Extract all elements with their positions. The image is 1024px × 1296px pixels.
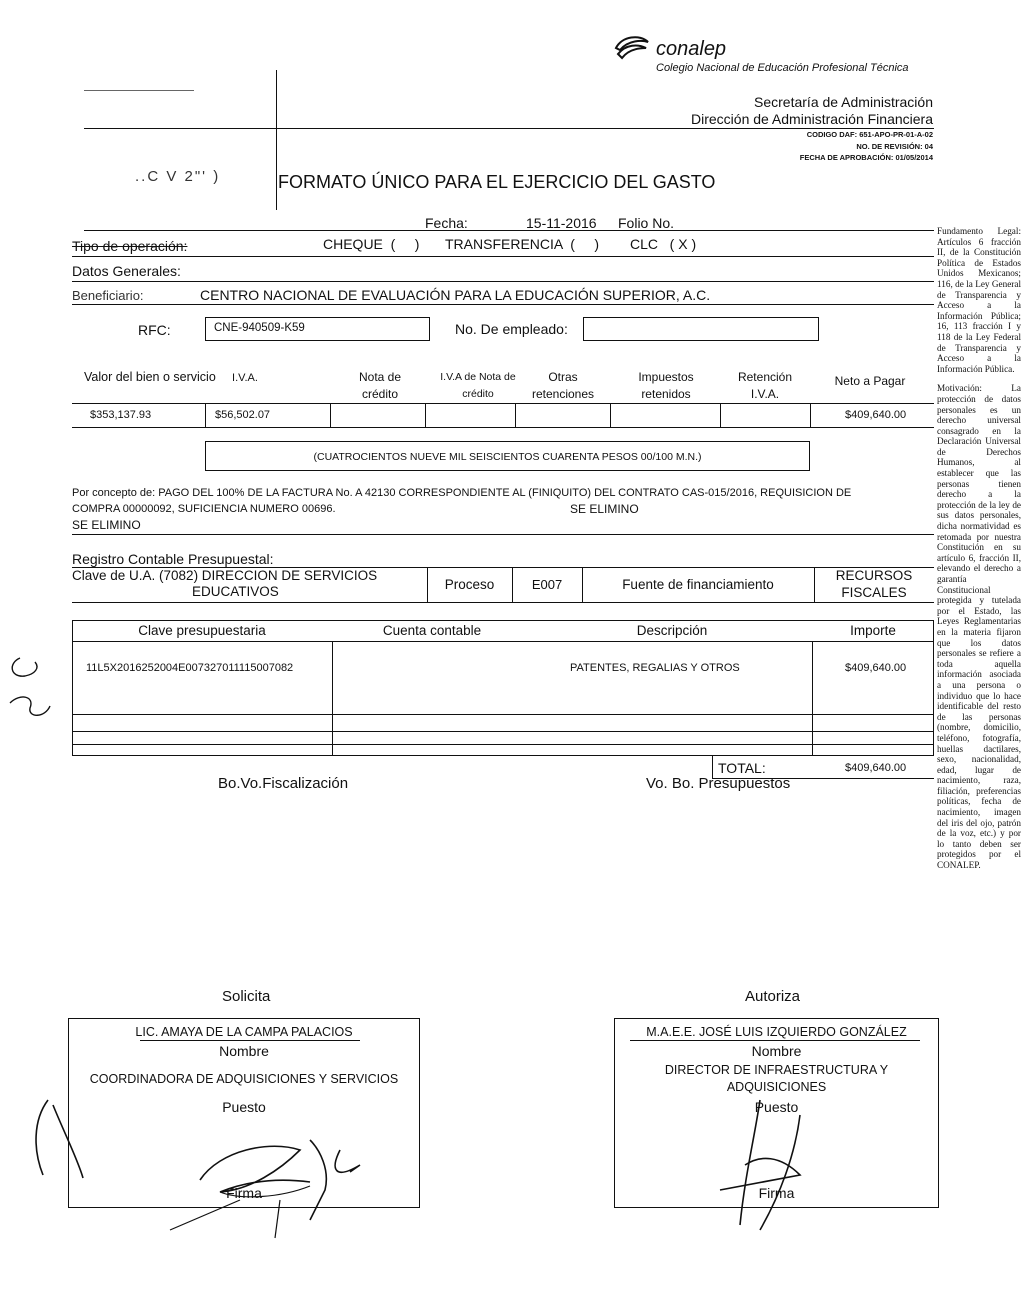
fecha-value: 15-11-2016	[526, 215, 597, 231]
margin-scribble-icon	[28, 1090, 88, 1180]
conalep-emblem-icon	[612, 34, 652, 60]
datos-rule	[72, 281, 934, 282]
vobo-presupuestos: Vo. Bo. Presupuestos	[646, 775, 791, 792]
table-col-3	[812, 641, 813, 756]
autoriza-name-label: Nombre	[751, 1043, 802, 1059]
amounts-col-4	[515, 403, 516, 427]
solicita-signature-icon	[160, 1120, 380, 1240]
fecha-rule	[84, 230, 934, 231]
hdr-neto: Neto a Pagar	[834, 374, 906, 388]
tipo-operacion-label: Tipo de operación:	[72, 238, 188, 254]
margin-initials-icon	[0, 648, 60, 728]
fuente-label: Fuente de financiamiento	[622, 577, 774, 592]
concepto-rule	[72, 534, 934, 535]
solicita-position: COORDINADORA DE ADQUISICIONES Y SERVICIOS	[89, 1072, 399, 1086]
proceso-label: Proceso	[444, 577, 495, 592]
beneficiario-label: Beneficiario:	[72, 288, 144, 303]
conalep-logo	[612, 34, 652, 60]
stamp-line-2	[84, 128, 274, 129]
empleado-label: No. De empleado:	[455, 321, 568, 337]
neto-amount: $409,640.00	[845, 409, 907, 421]
fundamento-legal: Fundamento Legal: Artículos 6 fracción II, de la Constitución Política de Estados Unidos Mexicanos; 116, de la Ley General de Transparencia y Acceso a la Información Pública; 16, 113 fracción I y 118 de la Ley Federal de Transparencia y Acceso a la Información Pública.	[937, 226, 1021, 374]
autoriza-position-2: ADQUISICIONES	[726, 1080, 827, 1094]
solicita-name-label: Nombre	[219, 1043, 269, 1059]
beneficiario-value: CENTRO NACIONAL DE EVALUACIÓN PARA LA EDUCACIÓN SUPERIOR, A.C.	[200, 287, 711, 303]
concepto-line-1	[72, 487, 851, 499]
autoriza-position-label: Puesto	[754, 1099, 799, 1115]
registro-bottom-rule	[72, 602, 934, 603]
autoriza-name: M.A.E.E. JOSÉ LUIS IZQUIERDO GONZÁLEZ	[646, 1025, 907, 1039]
table-col-1	[332, 641, 333, 756]
empleado-field[interactable]	[583, 317, 819, 341]
proceso-value: E007	[531, 577, 563, 592]
doc-code: CODIGO DAF: 651-APO-PR-01-A-02	[806, 130, 933, 139]
th-descripcion: Descripción	[636, 623, 708, 638]
folio-label: Folio No.	[618, 215, 675, 231]
th-importe: Importe	[850, 623, 896, 638]
amounts-bottom-rule	[72, 427, 934, 428]
clave-ua-2: EDUCATIVOS	[192, 584, 279, 599]
solicita-position-label: Puesto	[222, 1099, 266, 1115]
row-descripcion: PATENTES, REGALIAS Y OTROS	[570, 662, 740, 674]
logo-text: conalep	[656, 38, 727, 60]
hdr-valor: Valor del bien o servicio	[84, 370, 216, 384]
hdr-otras: Otras retenciones	[531, 370, 595, 401]
autoriza-heading: Autoriza	[745, 988, 801, 1005]
monto-letra-box	[205, 441, 810, 471]
solicita-firma-label: Firma	[226, 1185, 262, 1201]
se-elimino-2: SE ELIMINO	[72, 518, 141, 532]
autoriza-signature-icon	[700, 1095, 830, 1235]
amounts-top-rule	[72, 403, 934, 404]
fecha-label: Fecha:	[425, 215, 468, 231]
th-cuenta: Cuenta contable	[382, 623, 482, 638]
rfc-field[interactable]	[205, 317, 430, 341]
solicita-name-rule	[140, 1040, 360, 1041]
amounts-col-7	[810, 403, 811, 427]
datos-generales-label: Datos Generales:	[72, 263, 181, 279]
tipo-rule	[72, 256, 934, 257]
bovo-fiscalizacion: Bo.Vo.Fiscalización	[218, 775, 349, 792]
amounts-col-5	[610, 403, 611, 427]
concepto-text-2: COMPRA 00000092, SUFICIENCIA NUMERO 00696.	[72, 503, 336, 515]
hdr-impuestos: Impuestos retenidos	[638, 370, 694, 401]
doc-revision: NO. DE REVISIÓN: 04	[856, 142, 933, 151]
total-label: TOTAL:	[718, 760, 766, 776]
hdr-iva-nota: I.V.A de Nota de crédito	[440, 371, 516, 400]
doc-approval: FECHA DE APROBACIÓN: 01/05/2014	[799, 153, 933, 162]
autoriza-firma-label: Firma	[758, 1185, 795, 1201]
autoriza-position-1: DIRECTOR DE INFRAESTRUCTURA Y	[664, 1063, 889, 1077]
rfc-value: CNE-940509-K59	[214, 322, 305, 334]
amounts-col-6	[720, 403, 721, 427]
row-clave: 11L5X2016252004E007327011115007082	[86, 662, 294, 674]
se-elimino-1: SE ELIMINO	[570, 502, 639, 516]
hdr-iva: I.V.A.	[232, 372, 258, 384]
autoriza-name-rule	[630, 1040, 920, 1041]
amounts-col-1	[205, 403, 206, 427]
option-transferencia[interactable]: TRANSFERENCIA ( )	[445, 236, 600, 252]
option-clc[interactable]: CLC ( X )	[630, 236, 697, 252]
beneficiario-rule	[72, 304, 934, 305]
stamp-vertical	[276, 70, 277, 210]
option-cheque[interactable]: CHEQUE ( )	[323, 236, 420, 252]
iva-amount: $56,502.07	[215, 409, 271, 421]
monto-letra: (CUATROCIENTOS NUEVE MIL SEISCIENTOS CUARENTA PESOS 00/100 M.N.)	[313, 451, 702, 463]
row-importe: $409,640.00	[845, 662, 907, 674]
fuente-value-2: FISCALES	[841, 585, 907, 600]
row-rule-3	[72, 744, 934, 745]
hdr-retencion: Retención I.V.A.	[737, 370, 793, 401]
concepto-label: Por concepto de:	[72, 487, 156, 499]
dept-secretaria: Secretaría de Administración	[754, 94, 933, 110]
motivacion: Motivación: La protección de datos personales es un derecho universal consagrado en la Declaración Universal de Derechos Humanos, al establecer que las personas tienen derecho a la protección de la ley de sus datos personales, dicha normatividad es retomada por nuestra Constitución en su artículo 6, fracción II, elevando el derecho a garantía Constitucional protegida y tutelada por el Estado, las Leyes Reglamentarias en la materia fijaron que los datos personales se refiere a toda aquella información asociada a una persona o individuo que lo hace identificable del resto de las personas (nombre, domicilio, teléfono, fotografía, huellas dactilares, sexo, nacionalidad, edad, lugar de nacimiento, raza, filiación, preferencias políticas, fecha de nacimiento, imagen del iris del ojo, patrón de la voz, etc.) y por lo tanto deben ser protegidos por el CONALEP.	[937, 383, 1021, 871]
total-value: $409,640.00	[845, 762, 907, 774]
amounts-col-2	[330, 403, 331, 427]
dept-direccion: Dirección de Administración Financiera	[691, 111, 933, 127]
row-rule-2	[72, 731, 934, 732]
registro-title: Registro Contable Presupuestal:	[72, 551, 274, 567]
logo-subtitle: Colegio Nacional de Educación Profesional Técnica	[656, 62, 909, 74]
row-rule-1	[72, 714, 934, 715]
th-rule	[72, 641, 934, 642]
amounts-col-3	[425, 403, 426, 427]
solicita-heading: Solicita	[222, 988, 271, 1005]
legal-note	[937, 226, 1021, 880]
fuente-value-1: RECURSOS	[835, 568, 913, 583]
concepto-text-1: PAGO DEL 100% DE LA FACTURA No. A 42130 CORRESPONDIENTE AL (FINIQUITO) DEL CONTRATO CAS-015/2016, REQUISICION DE	[158, 487, 852, 499]
rfc-label: RFC:	[138, 322, 171, 338]
th-clave: Clave presupuestaria	[138, 623, 266, 638]
stamp-mark: ..C V 2"' )	[135, 168, 221, 185]
hdr-nota: Nota de crédito	[358, 370, 402, 401]
valor-amount: $353,137.93	[90, 409, 152, 421]
solicita-name: LIC. AMAYA DE LA CAMPA PALACIOS	[135, 1025, 353, 1039]
form-title: FORMATO ÚNICO PARA EL EJERCICIO DEL GASTO	[278, 172, 716, 192]
stamp-line-1	[84, 90, 194, 91]
clave-ua-1: Clave de U.A. (7082) DIRECCION DE SERVICIOS	[72, 568, 378, 583]
